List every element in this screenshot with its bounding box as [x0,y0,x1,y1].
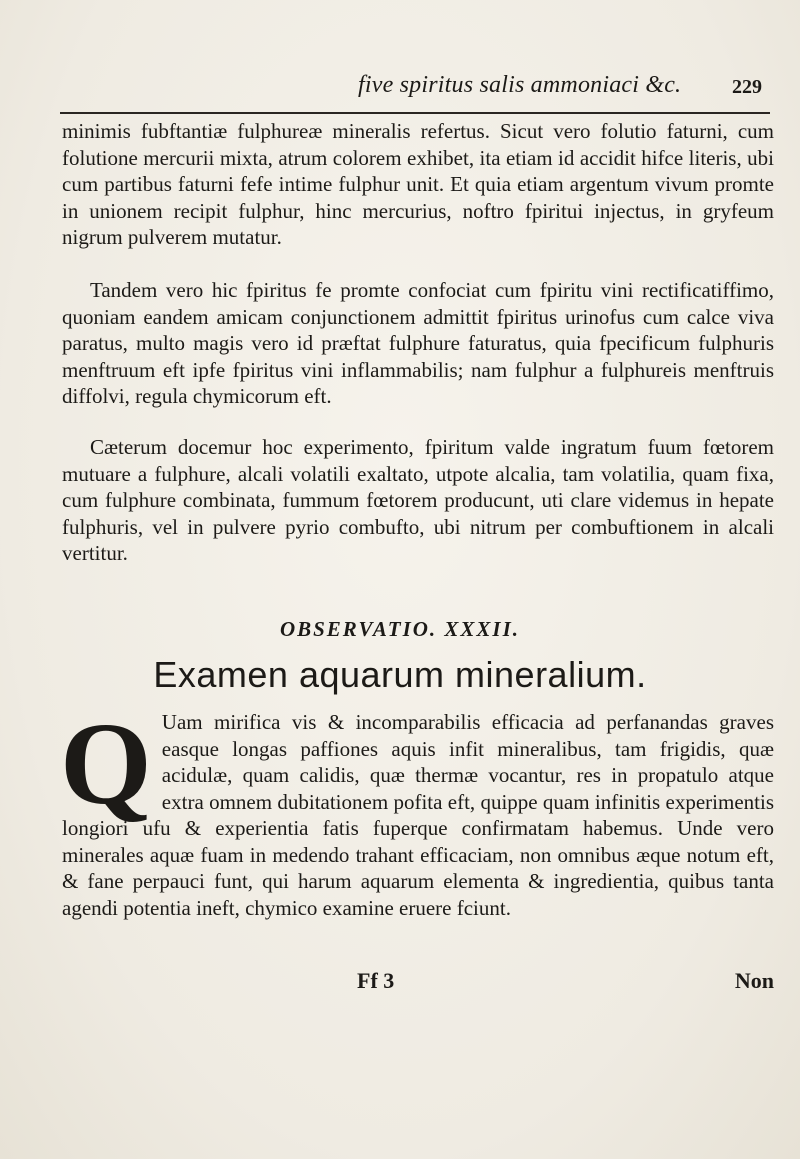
section-title: Examen aquarum mineralium. [153,654,647,695]
page-header [40,72,780,108]
page-number: 229 [732,76,762,98]
paragraph-2: Tandem vero hic fpiritus fe promte confociat cum fpiritu vini rectificatiffimo, quoniam eandem amicam conjunctionem admittit fpiritus urinofus cum calce viva paratus, multo magis vero id præftat fulphure faturatus, quia fpecificum fulphuris menftruum eft ipfe fpiritus vini inflammabilis; nam fulphur a fulphureis menftruis diffolvi, regula chymicorum eft. [62,278,774,408]
paragraph-1: minimis fubftantiæ fulphureæ mineralis refertus. Sicut vero folutio faturni, cum folutione mercurii mixta, atrum colorem exhibet, ita etiam id accidit hifce literis, ubi cum partibus faturni fefe intime fulphur unit. Et quia etiam argentum vivum promte in unionem recipit fulphur, hinc mercurius, noftro fpiritui injectus, in gryfeum nigrum pulverem mutatur. [62,119,774,249]
running-title: five spiritus salis ammoniaci &c. [358,72,682,98]
signature-mark: Ff 3 [357,968,395,993]
observation-text: Uam mirifica vis & incomparabilis efficacia ad perfanandas graves easque longas paffiones aquis infit mineralibus, tam frigidis, quæ acidulæ, quam calidis, quæ thermæ vocantur, res in propatulo atque extra omnem dubitationem pofita eft, quippe quam infinitis experimentis longiori ufu & experientia fatis fuperque confirmatam habemus. Unde vero minerales aquæ fuam in medendo trahant efficaciam, non omnibus æque notum eft, & fane perpauci funt, qui harum aquarum elementa & ingredientia, quibus tanta agendi potentia ineft, chymico examine eruere fciunt. [62,710,774,920]
paragraph-3: Cæterum docemur hoc experimento, fpiritum valde ingratum fuum fœtorem mutuare a fulphure, alcali volatili exaltato, utpote alcalia, tam volatilia, quam fixa, cum fulphure combinata, fummum fœtorem producunt, uti clare videmus in hepate fulphuris, vel in pulvere pyrio combufto, ubi nitrum per combuftionem in alcali vertitur. [62,435,774,565]
catchword: Non [734,968,774,993]
drop-cap: Q [60,698,152,829]
observation-body [60,698,774,921]
header-rule [60,112,770,114]
observation-label: OBSERVATIO. XXXII. [279,617,521,641]
page-footer [62,968,774,998]
